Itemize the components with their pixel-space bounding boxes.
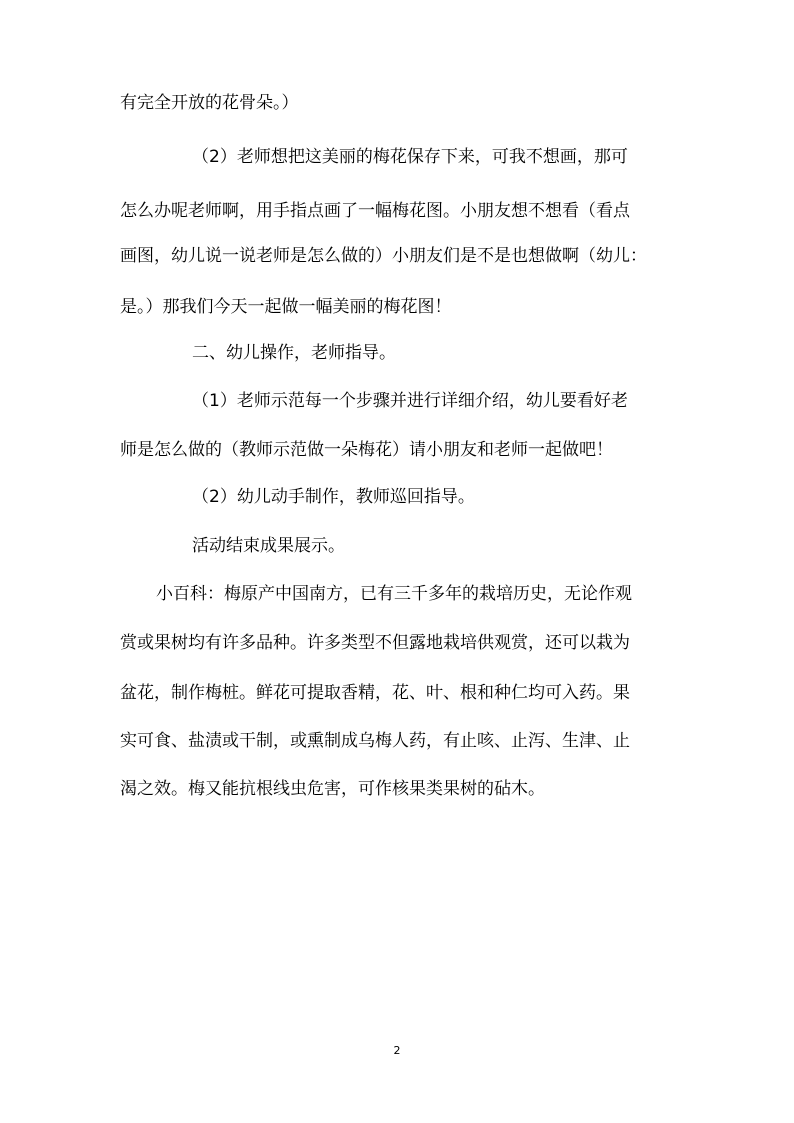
text-line: 盆花，制作梅桩。鲜花可提取香精，花、叶、根和种仁均可入药。果 bbox=[120, 683, 630, 703]
text-line: 渴之效。梅又能抗根线虫危害，可作核果类果树的砧木。 bbox=[120, 779, 545, 799]
text-line: （2）老师想把这美丽的梅花保存下来，可我不想画，那可 bbox=[192, 147, 628, 167]
text-line: （1）老师示范每一个步骤并进行详细介绍，幼儿要看好老 bbox=[192, 391, 628, 411]
text-line: 是。）那我们今天一起做一幅美丽的梅花图！ bbox=[120, 297, 452, 317]
page-number: 2 bbox=[393, 1044, 401, 1057]
text-line: 小百科：梅原产中国南方，已有三千多年的栽培历史，无论作观 bbox=[156, 584, 632, 604]
text-line: 怎么办呢老师啊，用手指点画了一幅梅花图。小朋友想不想看（看点 bbox=[120, 201, 630, 221]
text-line: 赏或果树均有许多品种。许多类型不但露地栽培供观赏，还可以栽为 bbox=[120, 633, 630, 653]
text-line: 有完全开放的花骨朵。） bbox=[120, 93, 299, 113]
text-line: 画图，幼儿说一说老师是怎么做的）小朋友们是不是也想做啊（幼儿： bbox=[120, 246, 647, 266]
text-line: 师是怎么做的（教师示范做一朵梅花）请小朋友和老师一起做吧！ bbox=[120, 440, 613, 460]
text-line: 实可食、盐渍或干制，或熏制成乌梅人药，有止咳、止泻、生津、止 bbox=[120, 731, 630, 751]
text-line: （2）幼儿动手制作，教师巡回指导。 bbox=[192, 487, 475, 507]
section-heading: 二、幼儿操作，老师指导。 bbox=[192, 343, 396, 363]
text-line: 活动结束成果展示。 bbox=[192, 536, 345, 556]
